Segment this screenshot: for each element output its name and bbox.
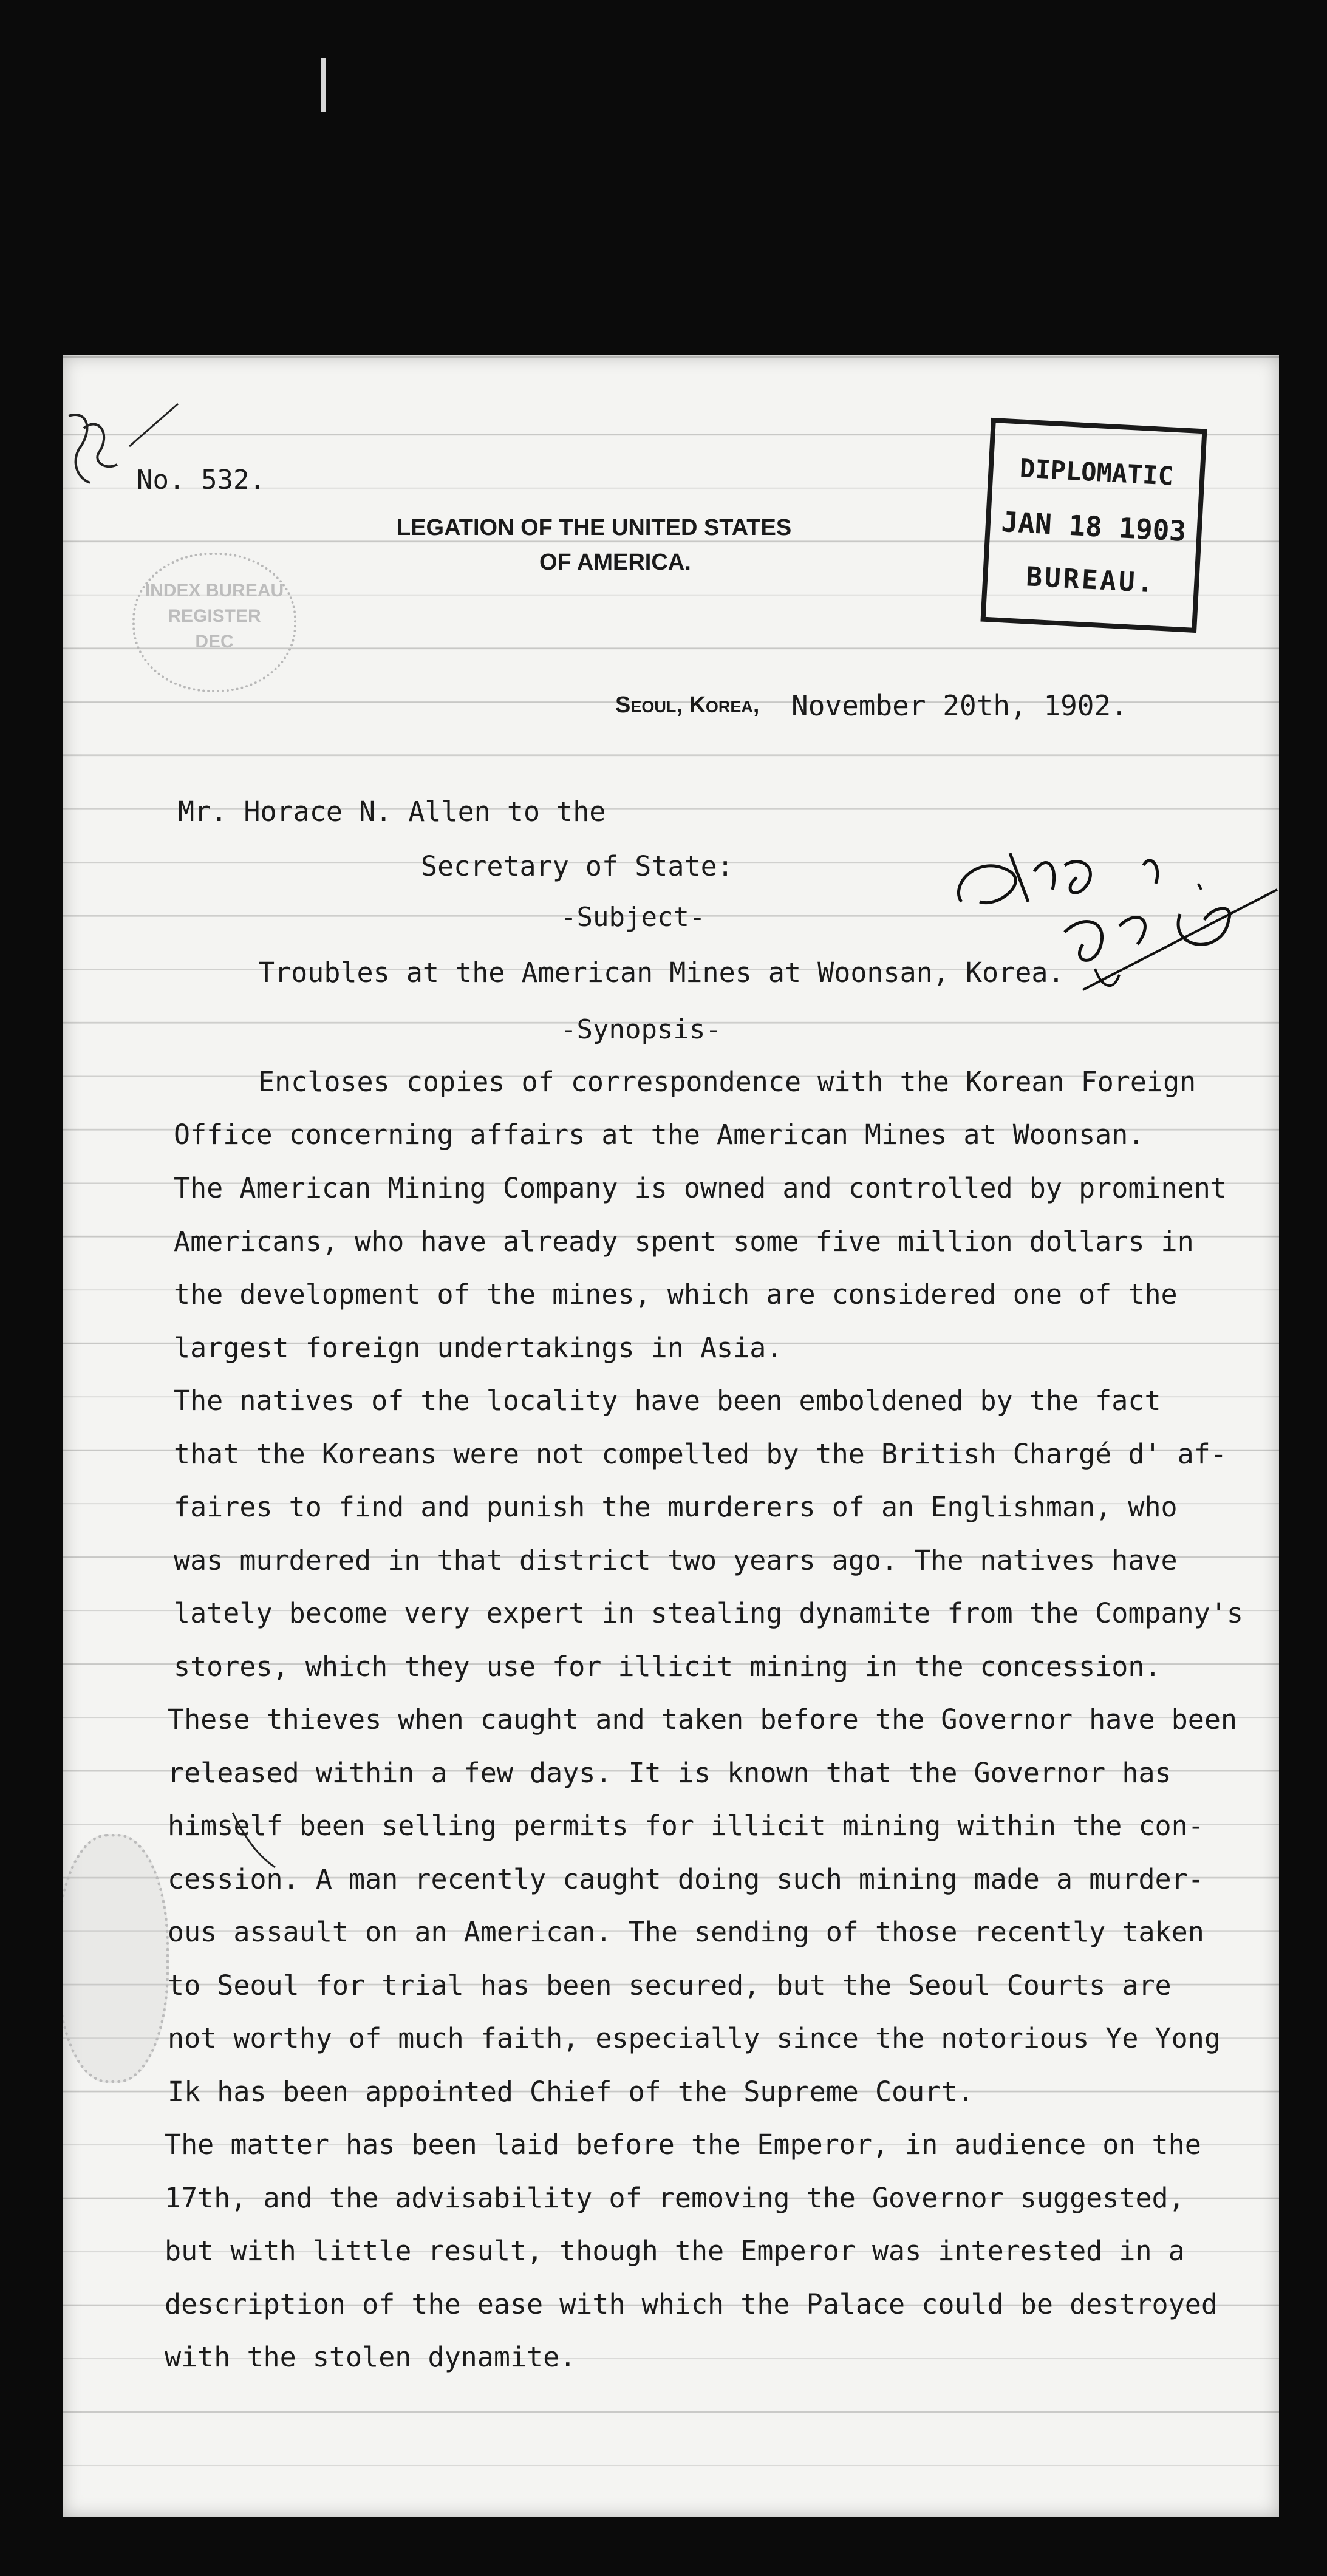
subject-heading: -Subject- (561, 902, 706, 933)
place-line: Seoul, Korea, (615, 692, 760, 718)
body-line: description of the ease with which the Palace could be destroyed (165, 2288, 1218, 2320)
body-line: Ik has been appointed Chief of the Supreme Court. (168, 2076, 974, 2108)
body-line: faires to find and punish the murderers of an Englishman, who (174, 1491, 1178, 1523)
document-page (63, 355, 1279, 2517)
body-line: with the stolen dynamite. (165, 2341, 576, 2373)
subject-text: Troubles at the American Mines at Woonsan, Korea. (258, 956, 1065, 989)
letterhead-line-2: OF AMERICA. (539, 550, 691, 575)
body-line: to Seoul for trial has been secured, but the Seoul Courts are (168, 1969, 1172, 2002)
date-line: November 20th, 1902. (791, 689, 1128, 722)
body-line: The natives of the locality have been emboldened by the fact (174, 1385, 1161, 1417)
synopsis-heading: -Synopsis- (561, 1014, 721, 1045)
body-line: 17th, and the advisability of removing the Governor suggested, (165, 2182, 1185, 2214)
body-line: released within a few days. It is known that the Governor has (168, 1757, 1172, 1789)
film-scratch (321, 58, 326, 112)
body-line: stores, which they use for illicit mining in the concession. (174, 1651, 1161, 1683)
faint-margin-stamp (63, 1834, 169, 2083)
body-line: but with little result, though the Emperor was interested in a (165, 2235, 1185, 2267)
stamp-line-3: BUREAU. (1025, 561, 1157, 599)
body-line: that the Koreans were not compelled by the British Chargé d' af- (174, 1438, 1227, 1470)
body-line: the development of the mines, which are considered one of the (174, 1278, 1178, 1310)
address-line-1: Mr. Horace N. Allen to the (178, 796, 606, 828)
document-number: No. 532. (137, 465, 265, 496)
stamp-line-1: DIPLOMATIC (1019, 453, 1175, 491)
body-line: Office concerning affairs at the American Mines at Woonsan. (174, 1119, 1145, 1151)
body-line: was murdered in that district two years ago. The natives have (174, 1544, 1178, 1576)
body-line: These thieves when caught and taken before the Governor have been (168, 1703, 1237, 1736)
body-line: Americans, who have already spent some five million dollars in (174, 1225, 1194, 1258)
stamp-line-2: JAN 18 1903 (1000, 505, 1187, 548)
body-line: cession. A man recently caught doing such mining made a murder- (168, 1863, 1204, 1895)
body-line: lately become very expert in stealing dynamite from the Company's (174, 1597, 1243, 1629)
body-line: largest foreign undertakings in Asia. (174, 1332, 783, 1364)
faint-received-seal: INDEX BUREAU REGISTER DEC (132, 553, 296, 692)
body-line: Encloses copies of correspondence with the Korean Foreign (258, 1066, 1196, 1098)
body-line: The matter has been laid before the Emperor, in audience on the (165, 2128, 1201, 2161)
address-line-2: Secretary of State: (421, 850, 734, 882)
body-line: The American Mining Company is owned and controlled by prominent (174, 1172, 1227, 1204)
handwritten-strike-mark (220, 1801, 305, 1873)
diplomatic-bureau-stamp (980, 418, 1207, 633)
body-line: ous assault on an American. The sending of those recently taken (168, 1916, 1204, 1948)
body-line: himself been selling permits for illicit mining within the con- (168, 1810, 1204, 1842)
letterhead-line-1: LEGATION OF THE UNITED STATES (397, 515, 792, 540)
body-line: not worthy of much faith, especially since the notorious Ye Yong (168, 2022, 1221, 2054)
